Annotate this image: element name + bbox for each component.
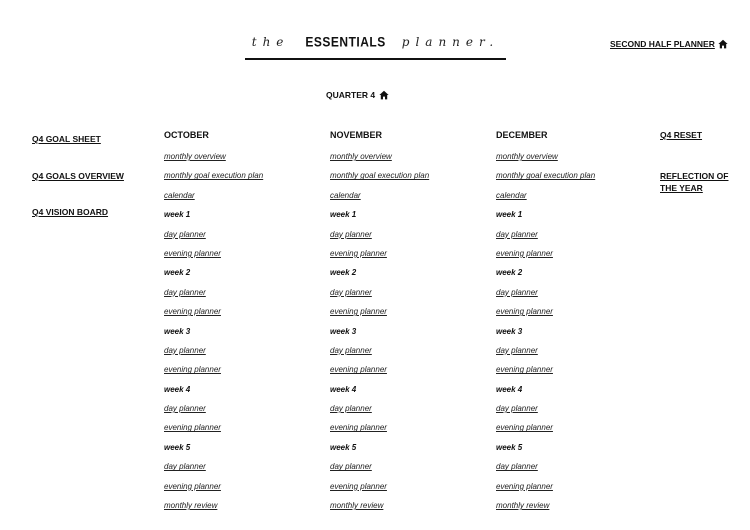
planner-link[interactable]: evening planner: [496, 365, 553, 375]
week-heading: week 4: [330, 384, 357, 394]
planner-link[interactable]: day planner: [496, 462, 538, 472]
planner-link[interactable]: monthly review: [164, 501, 218, 511]
week-heading: week 3: [496, 326, 523, 336]
planner-link[interactable]: evening planner: [164, 481, 221, 491]
week-heading: week 4: [164, 384, 191, 394]
planner-link[interactable]: day planner: [164, 462, 206, 472]
planner-link[interactable]: monthly goal execution plan: [330, 171, 430, 181]
planner-link[interactable]: day planner: [496, 345, 538, 355]
planner-link[interactable]: monthly review: [496, 501, 550, 511]
home-icon[interactable]: [379, 90, 389, 100]
planner-link[interactable]: day planner: [330, 229, 372, 239]
week-heading: week 5: [330, 442, 357, 452]
planner-link[interactable]: calendar: [330, 190, 361, 200]
quarter-label: QUARTER 4: [326, 90, 376, 100]
planner-link[interactable]: monthly goal execution plan: [164, 171, 264, 181]
second-half-planner-label: SECOND HALF PLANNER: [610, 39, 715, 49]
week-heading: week 1: [496, 210, 523, 220]
week-heading: week 3: [330, 326, 357, 336]
second-half-planner-link[interactable]: [610, 39, 728, 49]
week-heading: week 1: [330, 210, 357, 220]
planner-link[interactable]: calendar: [496, 190, 527, 200]
planner-link[interactable]: day planner: [496, 229, 538, 239]
title-brand: ESSENTIALS: [305, 33, 386, 51]
month-column-december: [496, 129, 656, 519]
planner-link[interactable]: evening planner: [330, 365, 387, 375]
planner-link[interactable]: evening planner: [164, 307, 221, 317]
month-column-november: [330, 129, 490, 519]
planner-link[interactable]: evening planner: [496, 481, 553, 491]
planner-link[interactable]: evening planner: [496, 248, 553, 258]
planner-link[interactable]: evening planner: [330, 423, 387, 433]
planner-link[interactable]: evening planner: [496, 307, 553, 317]
home-icon[interactable]: [718, 39, 728, 49]
reflection-of-year-link[interactable]: REFLECTION OF THE YEAR: [660, 171, 729, 193]
planner-link[interactable]: day planner: [164, 287, 206, 297]
quarter-title: [326, 90, 389, 100]
planner-link[interactable]: day planner: [330, 462, 372, 472]
q4-goals-overview-link[interactable]: Q4 GOALS OVERVIEW: [32, 171, 124, 181]
week-heading: week 2: [164, 268, 191, 278]
week-heading: week 2: [330, 268, 357, 278]
q4-reset-link[interactable]: Q4 RESET: [660, 130, 703, 140]
planner-link[interactable]: monthly overview: [330, 152, 392, 161]
planner-link[interactable]: evening planner: [164, 423, 221, 433]
week-heading: week 5: [496, 442, 523, 452]
month-heading: DECEMBER: [496, 130, 548, 140]
planner-link[interactable]: monthly overview: [496, 152, 558, 161]
week-heading: week 5: [164, 442, 191, 452]
planner-link[interactable]: day planner: [164, 229, 206, 239]
title-script-left: the: [251, 35, 290, 49]
planner-link[interactable]: monthly review: [330, 501, 384, 511]
week-heading: week 1: [164, 210, 191, 220]
planner-link[interactable]: day planner: [496, 404, 538, 414]
planner-link[interactable]: calendar: [164, 190, 195, 200]
week-heading: week 3: [164, 326, 191, 336]
planner-link[interactable]: evening planner: [330, 248, 387, 258]
planner-link[interactable]: evening planner: [164, 365, 221, 375]
planner-link[interactable]: day planner: [330, 287, 372, 297]
q4-vision-board-link[interactable]: Q4 VISION BOARD: [32, 207, 109, 217]
planner-link[interactable]: evening planner: [330, 307, 387, 317]
planner-link[interactable]: day planner: [330, 345, 372, 355]
planner-link[interactable]: monthly goal execution plan: [496, 171, 596, 181]
month-column-october: [164, 129, 324, 519]
q4-goal-sheet-link[interactable]: Q4 GOAL SHEET: [32, 134, 101, 144]
planner-link[interactable]: day planner: [164, 345, 206, 355]
planner-link[interactable]: day planner: [330, 404, 372, 414]
planner-title: [245, 35, 506, 49]
planner-link[interactable]: monthly overview: [164, 152, 226, 161]
month-heading: OCTOBER: [164, 130, 209, 140]
planner-link[interactable]: day planner: [164, 404, 206, 414]
planner-link[interactable]: evening planner: [330, 481, 387, 491]
title-script-right: planner.: [401, 35, 500, 49]
header-divider: [245, 58, 506, 60]
planner-link[interactable]: day planner: [496, 287, 538, 297]
planner-link[interactable]: evening planner: [496, 423, 553, 433]
week-heading: week 2: [496, 268, 523, 278]
week-heading: week 4: [496, 384, 523, 394]
planner-link[interactable]: evening planner: [164, 248, 221, 258]
month-heading: NOVEMBER: [330, 130, 383, 140]
